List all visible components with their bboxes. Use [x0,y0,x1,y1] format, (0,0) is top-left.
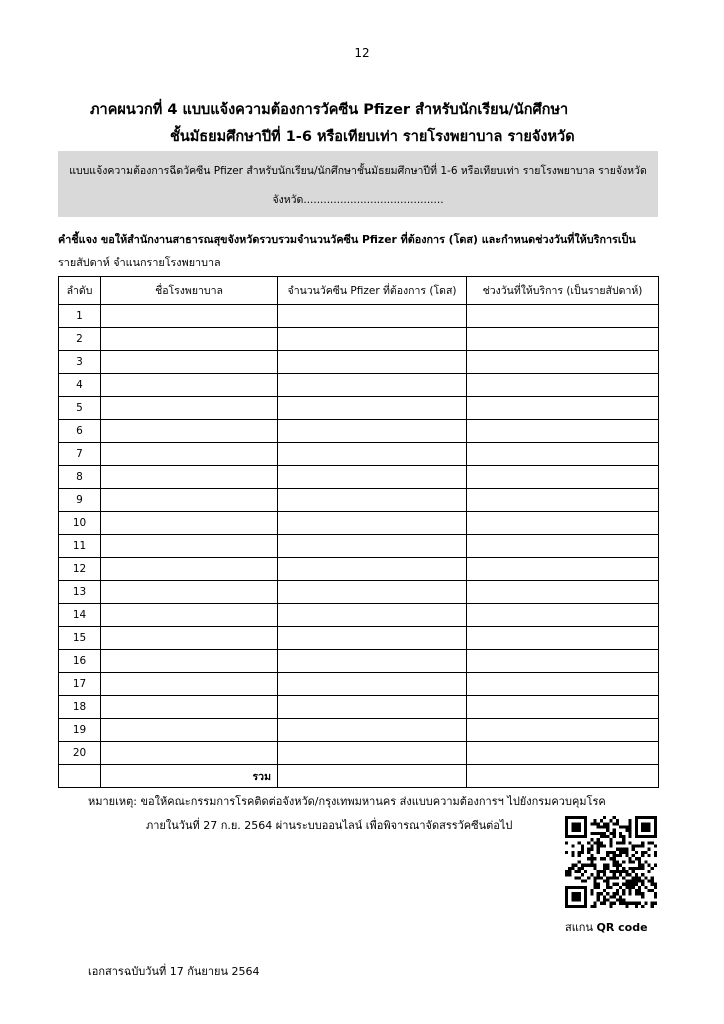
service-period-cell[interactable] [467,696,659,719]
table-row [59,328,659,351]
total-label: รวม [101,765,278,788]
table-row [59,742,659,765]
row-number: 11 [59,535,101,558]
hospital-name-cell[interactable] [101,581,278,604]
table-row [59,604,659,627]
service-period-cell[interactable] [467,351,659,374]
total-doses-cell[interactable] [278,765,467,788]
vaccine-doses-cell[interactable] [278,397,467,420]
title-line-2: ชั้นมัธยมศึกษาปีที่ 1-6 หรือเทียบเท่า รายโรงพยาบาล รายจังหวัด [170,129,575,145]
table-header-row [59,277,659,305]
row-number: 4 [59,374,101,397]
row-number: 13 [59,581,101,604]
row-number: 17 [59,673,101,696]
document-date: เอกสารฉบับวันที่ 17 กันยายน 2564 [88,965,260,978]
table-row [59,374,659,397]
vaccine-doses-cell[interactable] [278,328,467,351]
table-row [59,489,659,512]
service-period-cell[interactable] [467,558,659,581]
service-period-cell[interactable] [467,512,659,535]
hospital-name-cell[interactable] [101,696,278,719]
service-period-cell[interactable] [467,397,659,420]
hospital-name-cell[interactable] [101,351,278,374]
hospital-name-cell[interactable] [101,466,278,489]
service-period-cell[interactable] [467,719,659,742]
hospital-name-cell[interactable] [101,558,278,581]
hospital-name-cell[interactable] [101,420,278,443]
instructions-label: คำชี้แจง [58,233,98,246]
row-number: 12 [59,558,101,581]
row-number: 16 [59,650,101,673]
service-period-cell[interactable] [467,305,659,328]
table-row [59,351,659,374]
vaccine-doses-cell[interactable] [278,719,467,742]
instructions-text-2: รายสัปดาห์ จำแนกรายโรงพยาบาล [58,256,221,269]
table-row [59,443,659,466]
hospital-name-cell[interactable] [101,604,278,627]
table-row [59,627,659,650]
hospital-name-cell[interactable] [101,305,278,328]
total-blank-cell [59,765,101,788]
row-number: 3 [59,351,101,374]
row-number: 19 [59,719,101,742]
instructions-text: ขอให้สำนักงานสาธารณสุขจังหวัดรวบรวมจำนวนวัคซีน Pfizer ที่ต้องการ (โดส) และกำหนดช่วงวันที่ให้บริการเป็น [97,233,636,246]
service-period-cell[interactable] [467,466,659,489]
header-vaccine-doses: จำนวนวัคซีน Pfizer ที่ต้องการ (โดส) [278,277,467,305]
table-row [59,535,659,558]
table-row [59,512,659,535]
vaccine-doses-cell[interactable] [278,374,467,397]
page-number: 12 [354,46,370,60]
total-period-cell [467,765,659,788]
table-row [59,696,659,719]
service-period-cell[interactable] [467,489,659,512]
hospital-name-cell[interactable] [101,374,278,397]
table-row [59,673,659,696]
qr-caption-bold: QR code [596,921,648,934]
remark-line-2: ภายในวันที่ 27 ก.ย. 2564 ผ่านระบบออนไลน์ เพื่อพิจารณาจัดสรรวัคซีนต่อไป [146,819,513,832]
hospital-name-cell[interactable] [101,512,278,535]
form-header-line-1: แบบแจ้งความต้องการฉีดวัคซีน Pfizer สำหรับนักเรียน/นักศึกษาชั้นมัธยมศึกษาปีที่ 1-6 หรือเทียบเท่า รายโรงพยาบาล รายจังหวัด [69,165,647,177]
hospital-name-cell[interactable] [101,443,278,466]
hospital-name-cell[interactable] [101,397,278,420]
table-row [59,397,659,420]
hospital-name-cell[interactable] [101,535,278,558]
row-number: 1 [59,305,101,328]
row-number: 14 [59,604,101,627]
table-row [59,581,659,604]
vaccine-doses-cell[interactable] [278,742,467,765]
vaccine-doses-cell[interactable] [278,627,467,650]
service-period-cell[interactable] [467,742,659,765]
row-number: 5 [59,397,101,420]
table-row [59,719,659,742]
instructions [58,228,658,274]
vaccine-doses-cell[interactable] [278,305,467,328]
form-header-box [58,151,658,217]
hospital-name-cell[interactable] [101,489,278,512]
table-row [59,305,659,328]
service-period-cell[interactable] [467,650,659,673]
vaccine-doses-cell[interactable] [278,650,467,673]
vaccine-doses-cell[interactable] [278,673,467,696]
table-row [59,558,659,581]
hospital-name-cell[interactable] [101,673,278,696]
row-number: 9 [59,489,101,512]
service-period-cell[interactable] [467,374,659,397]
vaccine-doses-cell[interactable] [278,351,467,374]
hospital-name-cell[interactable] [101,627,278,650]
header-service-period: ช่วงวันที่ให้บริการ (เป็นรายสัปดาห์) [467,277,659,305]
province-field: จังหวัด.......................................... [272,194,444,206]
service-period-cell[interactable] [467,328,659,351]
hospital-name-cell[interactable] [101,328,278,351]
service-period-cell[interactable] [467,535,659,558]
table-row [59,420,659,443]
row-number: 20 [59,742,101,765]
vaccine-doses-cell[interactable] [278,512,467,535]
hospital-name-cell[interactable] [101,742,278,765]
row-number: 18 [59,696,101,719]
service-period-cell[interactable] [467,581,659,604]
service-period-cell[interactable] [467,443,659,466]
vaccine-doses-cell[interactable] [278,420,467,443]
vaccine-doses-cell[interactable] [278,466,467,489]
service-period-cell[interactable] [467,627,659,650]
service-period-cell[interactable] [467,604,659,627]
row-number: 6 [59,420,101,443]
vaccine-doses-cell[interactable] [278,558,467,581]
hospital-name-cell[interactable] [101,650,278,673]
total-row [59,765,659,788]
row-number: 15 [59,627,101,650]
title-line-1: ภาคผนวกที่ 4 แบบแจ้งความต้องการวัคซีน Pfizer สำหรับนักเรียน/นักศึกษา [90,102,569,118]
qr-code[interactable] [565,816,657,908]
vaccine-doses-cell[interactable] [278,604,467,627]
remark-line-1: หมายเหตุ: ขอให้คณะกรรมการโรคติดต่อจังหวัด/กรุงเทพมหานคร ส่งแบบความต้องการฯ ไปยังกรมควบคุมโรค [88,795,606,808]
service-period-cell[interactable] [467,420,659,443]
header-order: ลำดับ [59,277,101,305]
row-number: 2 [59,328,101,351]
header-hospital-name: ชื่อโรงพยาบาล [101,277,278,305]
qr-caption-prefix: สแกน [565,921,593,934]
vaccine-doses-cell[interactable] [278,535,467,558]
vaccine-doses-cell[interactable] [278,581,467,604]
vaccine-doses-cell[interactable] [278,696,467,719]
vaccine-doses-cell[interactable] [278,443,467,466]
row-number: 8 [59,466,101,489]
hospital-vaccine-table [58,276,659,788]
row-number: 7 [59,443,101,466]
vaccine-doses-cell[interactable] [278,489,467,512]
table-row [59,650,659,673]
row-number: 10 [59,512,101,535]
service-period-cell[interactable] [467,673,659,696]
table-row [59,466,659,489]
qr-caption [565,918,665,936]
hospital-name-cell[interactable] [101,719,278,742]
